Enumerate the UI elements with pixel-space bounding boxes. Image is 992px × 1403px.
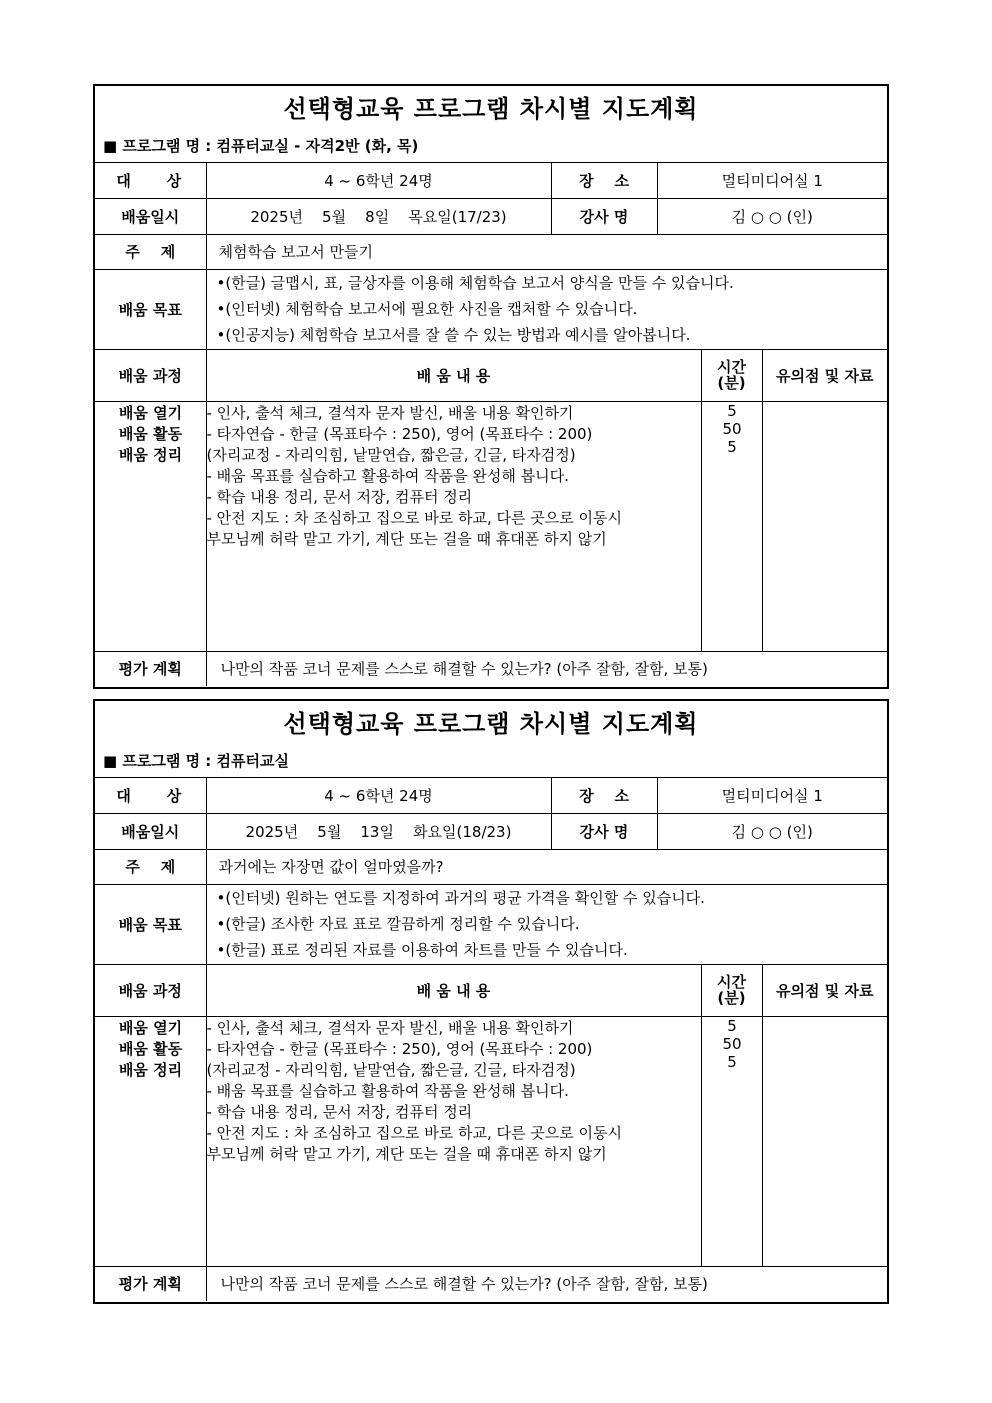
process-time [701,1016,762,1266]
process-stages [95,1016,206,1266]
eval-value: 나만의 작품 코너 문제를 스스로 해결할 수 있는가? (아주 잘함, 잘함, 보통) [206,1266,887,1301]
eval-value: 나만의 작품 코너 문제를 스스로 해결할 수 있는가? (아주 잘함, 잘함, 보통) [206,651,887,686]
content-line: - 배움 목표를 실습하고 활용하여 작품을 완성해 봅니다. [206,1081,569,1100]
lesson-plan-1 [93,84,889,689]
process-content [206,1016,701,1266]
content-line: (자리교정 - 자리익힘, 낱말연습, 짧은글, 긴글, 타자검정) [206,445,576,464]
process-notes [762,401,887,651]
place-label: 장 소 [551,163,657,198]
time-close: 5 [727,437,737,456]
stage-open: 배움 열기 [118,403,183,422]
place-value: 멀티미디어실 1 [657,163,887,198]
target-value: 4 ~ 6학년 24명 [206,778,551,813]
process-time [701,401,762,651]
time-header: 시간 (분) [701,964,762,1016]
topic-label: 주 제 [95,849,206,884]
notes-header: 유의점 및 자료 [762,964,887,1016]
stage-close: 배움 정리 [118,445,183,464]
date-label: 배움일시 [95,813,206,849]
process-header: 배움 과정 [95,349,206,401]
goals-list [206,269,887,349]
topic-value: 체험학습 보고서 만들기 [206,234,887,269]
process-header: 배움 과정 [95,964,206,1016]
content-line: - 안전 지도 : 차 조심하고 집으로 바로 하교, 다른 곳으로 이동시 [206,508,622,527]
teacher-value: 김 ○ ○ (인) [657,813,887,849]
eval-label: 평가 계획 [95,651,206,686]
date-label: 배움일시 [95,198,206,234]
time-activity: 50 [722,1034,742,1053]
goal-item: •(인터넷) 원하는 연도를 지정하여 과거의 평균 가격을 확인할 수 있습니다. [216,889,705,907]
process-notes [762,1016,887,1266]
process-stages [95,401,206,651]
date-value: 2025년 5월 13일 화요일(18/23) [206,813,551,849]
process-content [206,401,701,651]
content-line: - 학습 내용 정리, 문서 저장, 컴퓨터 정리 [206,487,473,506]
goals-list [206,884,887,964]
stage-activity: 배움 활동 [118,424,183,443]
target-label: 대 상 [95,778,206,813]
content-line: - 인사, 출석 체크, 결석자 문자 발신, 배울 내용 확인하기 [206,403,574,422]
plan-table [95,778,887,1301]
topic-value: 과거에는 자장면 값이 얼마였을까? [206,849,887,884]
plan-title: 선택형교육 프로그램 차시별 지도계획 [283,95,699,123]
goal-item: •(한글) 표로 정리된 자료를 이용하여 차트를 만들 수 있습니다. [216,941,628,959]
goals-label: 배움 목표 [95,884,206,964]
goal-item: •(인터넷) 체험학습 보고서에 필요한 사진을 캡처할 수 있습니다. [216,300,638,318]
content-line: - 안전 지도 : 차 조심하고 집으로 바로 하교, 다른 곳으로 이동시 [206,1123,622,1142]
content-line: - 배움 목표를 실습하고 활용하여 작품을 완성해 봅니다. [206,466,569,485]
content-line: - 타자연습 - 한글 (목표타수 : 250), 영어 (목표타수 : 200) [206,424,593,443]
teacher-label: 강사 명 [551,813,657,849]
place-value: 멀티미디어실 1 [657,778,887,813]
content-line: (자리교정 - 자리익힘, 낱말연습, 짧은글, 긴글, 타자검정) [206,1060,576,1079]
stage-activity: 배움 활동 [118,1039,183,1058]
time-open: 5 [727,401,737,420]
goal-item: •(한글) 글맵시, 표, 글상자를 이용해 체험학습 보고서 양식을 만들 수 있습니다. [216,274,734,292]
target-label: 대 상 [95,163,206,198]
content-line: - 타자연습 - 한글 (목표타수 : 250), 영어 (목표타수 : 200) [206,1039,593,1058]
stage-open: 배움 열기 [118,1018,183,1037]
teacher-value: 김 ○ ○ (인) [657,198,887,234]
notes-header: 유의점 및 자료 [762,349,887,401]
time-close: 5 [727,1052,737,1071]
content-line: - 학습 내용 정리, 문서 저장, 컴퓨터 정리 [206,1102,473,1121]
time-activity: 50 [722,419,742,438]
place-label: 장 소 [551,778,657,813]
plan-table [95,163,887,686]
content-header: 배 움 내 용 [206,349,701,401]
eval-label: 평가 계획 [95,1266,206,1301]
program-name: ■ 프로그램 명 : 컴퓨터교실 - 자격2반 (화, 목) [95,133,887,163]
target-value: 4 ~ 6학년 24명 [206,163,551,198]
goal-item: •(인공지능) 체험학습 보고서를 잘 쓸 수 있는 방법과 예시를 알아봅니다. [216,326,691,344]
goals-label: 배움 목표 [95,269,206,349]
content-line: 부모님께 허락 맡고 가기, 계단 또는 걸을 때 휴대폰 하지 않기 [206,529,607,548]
content-line: 부모님께 허락 맡고 가기, 계단 또는 걸을 때 휴대폰 하지 않기 [206,1144,607,1163]
goal-item: •(한글) 조사한 자료 표로 깔끔하게 정리할 수 있습니다. [216,915,580,933]
plan-title: 선택형교육 프로그램 차시별 지도계획 [283,710,699,738]
time-header: 시간 (분) [701,349,762,401]
content-header: 배 움 내 용 [206,964,701,1016]
stage-close: 배움 정리 [118,1060,183,1079]
time-open: 5 [727,1016,737,1035]
lesson-plan-2 [93,699,889,1304]
topic-label: 주 제 [95,234,206,269]
date-value: 2025년 5월 8일 목요일(17/23) [206,198,551,234]
content-line: - 인사, 출석 체크, 결석자 문자 발신, 배울 내용 확인하기 [206,1018,574,1037]
teacher-label: 강사 명 [551,198,657,234]
program-name: ■ 프로그램 명 : 컴퓨터교실 [95,748,887,778]
